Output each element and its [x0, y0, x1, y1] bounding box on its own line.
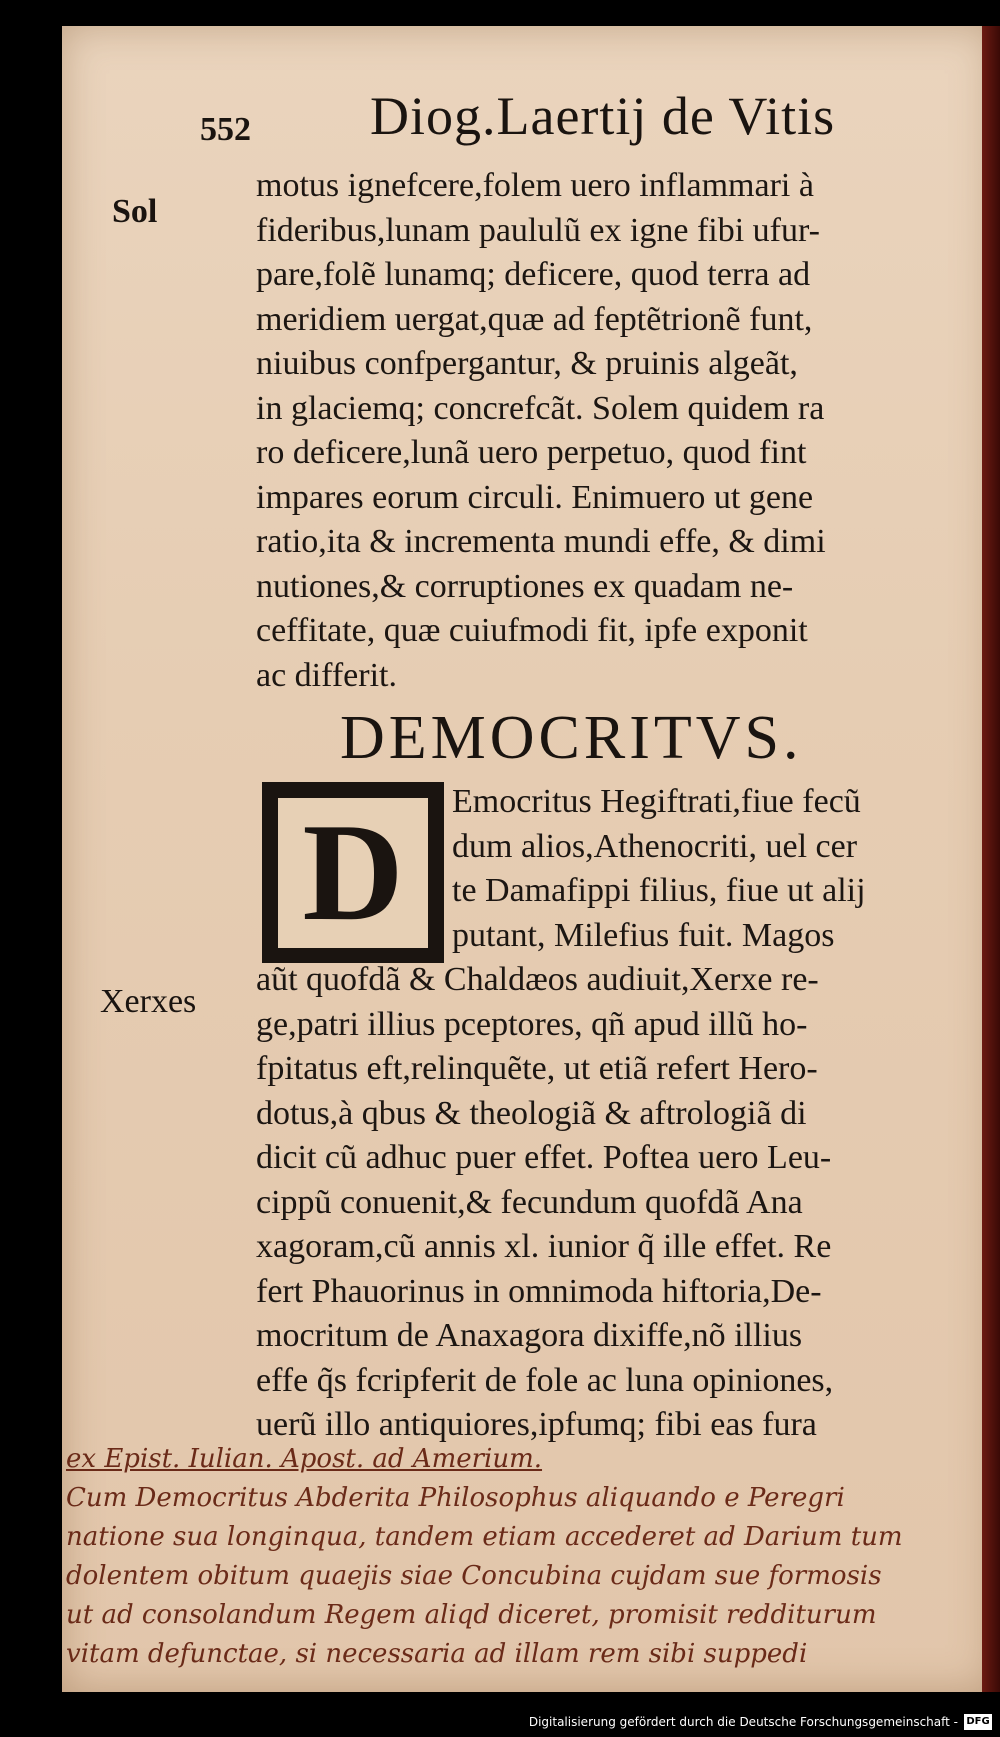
text-line: fpitatus eft,relinquẽte, ut etiã refert Hero- [256, 1050, 818, 1087]
running-head [200, 85, 900, 165]
text-line: in glaciemq; concrefcãt. Solem quidem ra [256, 389, 825, 427]
body-text-bottom [256, 958, 956, 1448]
footer-text: Digitalisierung gefördert durch die Deutsche Forschungsgemeinschaft - [528, 1715, 958, 1729]
text-line: aũt quofdã & Chaldæos audiuit,Xerxe re- [256, 961, 819, 998]
margin-note-sol: Sol [112, 193, 158, 230]
text-line: Emocritus Hegiftrati,fiue fecũ [452, 783, 861, 820]
handwritten-line: vitam defunctae, si necessaria ad illam rem sibi suppedi [66, 1639, 808, 1669]
text-line: xagoram,cũ annis xl. iunior q̃ ille effet. Re [256, 1228, 832, 1265]
text-line: nutiones,& corruptiones ex quadam ne- [256, 567, 794, 605]
text-line: ratio,ita & incrementa mundi effe, & dimi [256, 523, 826, 560]
text-line: putant, Milefius fuit. Magos [452, 916, 835, 954]
handwritten-line: natione sua longinqua, tandem etiam accederet ad Darium tum [66, 1522, 903, 1552]
page-number: 552 [200, 111, 251, 148]
text-line: niuibus confpergantur, & pruinis algeãt, [256, 345, 798, 382]
text-line: ge,patri illius pceptores, qñ apud illũ ho- [256, 1005, 808, 1043]
handwritten-annotation [66, 1440, 986, 1674]
decorated-initial [262, 782, 444, 963]
text-line: meridiem uergat,quæ ad feptẽtrionẽ funt, [256, 300, 813, 338]
section-heading: DEMOCRITVS. [340, 704, 803, 772]
margin-note-xerxes: Xerxes [100, 983, 197, 1020]
running-title: Diog.Laertij de Vitis [370, 86, 836, 146]
text-line: cippũ conuenit,& fecundum quofdã Ana [256, 1183, 803, 1221]
body-text-dropcap [452, 780, 962, 958]
text-line: uerũ illo antiquiores,ipfumq; fibi eas fura [256, 1406, 817, 1443]
text-line: dum alios,Athenocriti, uel cer [452, 827, 858, 865]
dfg-logo: DFG [964, 1714, 992, 1730]
digitization-footer [0, 1708, 1000, 1737]
text-line: ac differit. [256, 656, 397, 694]
handwritten-line: ex Epist. Iulian. Apost. ad Amerium. [66, 1444, 543, 1474]
text-line: ceffitate, quæ cuiufmodi fit, ipfe exponit [256, 612, 808, 649]
text-line: effe q̃s fcripferit de fole ac luna opiniones, [256, 1361, 834, 1399]
text-line: dotus,à qbus & theologiã & aftrologiã di [256, 1094, 807, 1132]
text-line: pare,folẽ lunamq; deficere, quod terra ad [256, 256, 811, 293]
handwritten-line: dolentem obitum quaejis siae Concubina cujdam sue formosis [66, 1561, 882, 1591]
text-line: motus ignefcere,folem uero inflammari à [256, 167, 814, 204]
handwritten-line: ut ad consolandum Regem aliqd diceret, promisit redditurum [66, 1600, 877, 1630]
text-line: te Damafippi filius, fiue ut alij [452, 872, 866, 909]
text-line: impares eorum circuli. Enimuero ut gene [256, 478, 814, 516]
body-text-top [256, 164, 956, 698]
handwritten-line: Cum Democritus Abderita Philosophus aliquando e Peregri [66, 1483, 845, 1513]
text-line: fideribus,lunam paululũ ex igne fibi ufur- [256, 211, 820, 249]
text-line: fert Phauorinus in omnimoda hiftoria,De- [256, 1272, 822, 1310]
initial-letter: D [278, 798, 428, 948]
text-line: dicit cũ adhuc puer effet. Poftea uero Leu- [256, 1139, 832, 1176]
text-line: ro deficere,lunã uero perpetuo, quod fint [256, 434, 807, 471]
text-line: mocritum de Anaxagora dixiffe,nõ illius [256, 1317, 803, 1354]
